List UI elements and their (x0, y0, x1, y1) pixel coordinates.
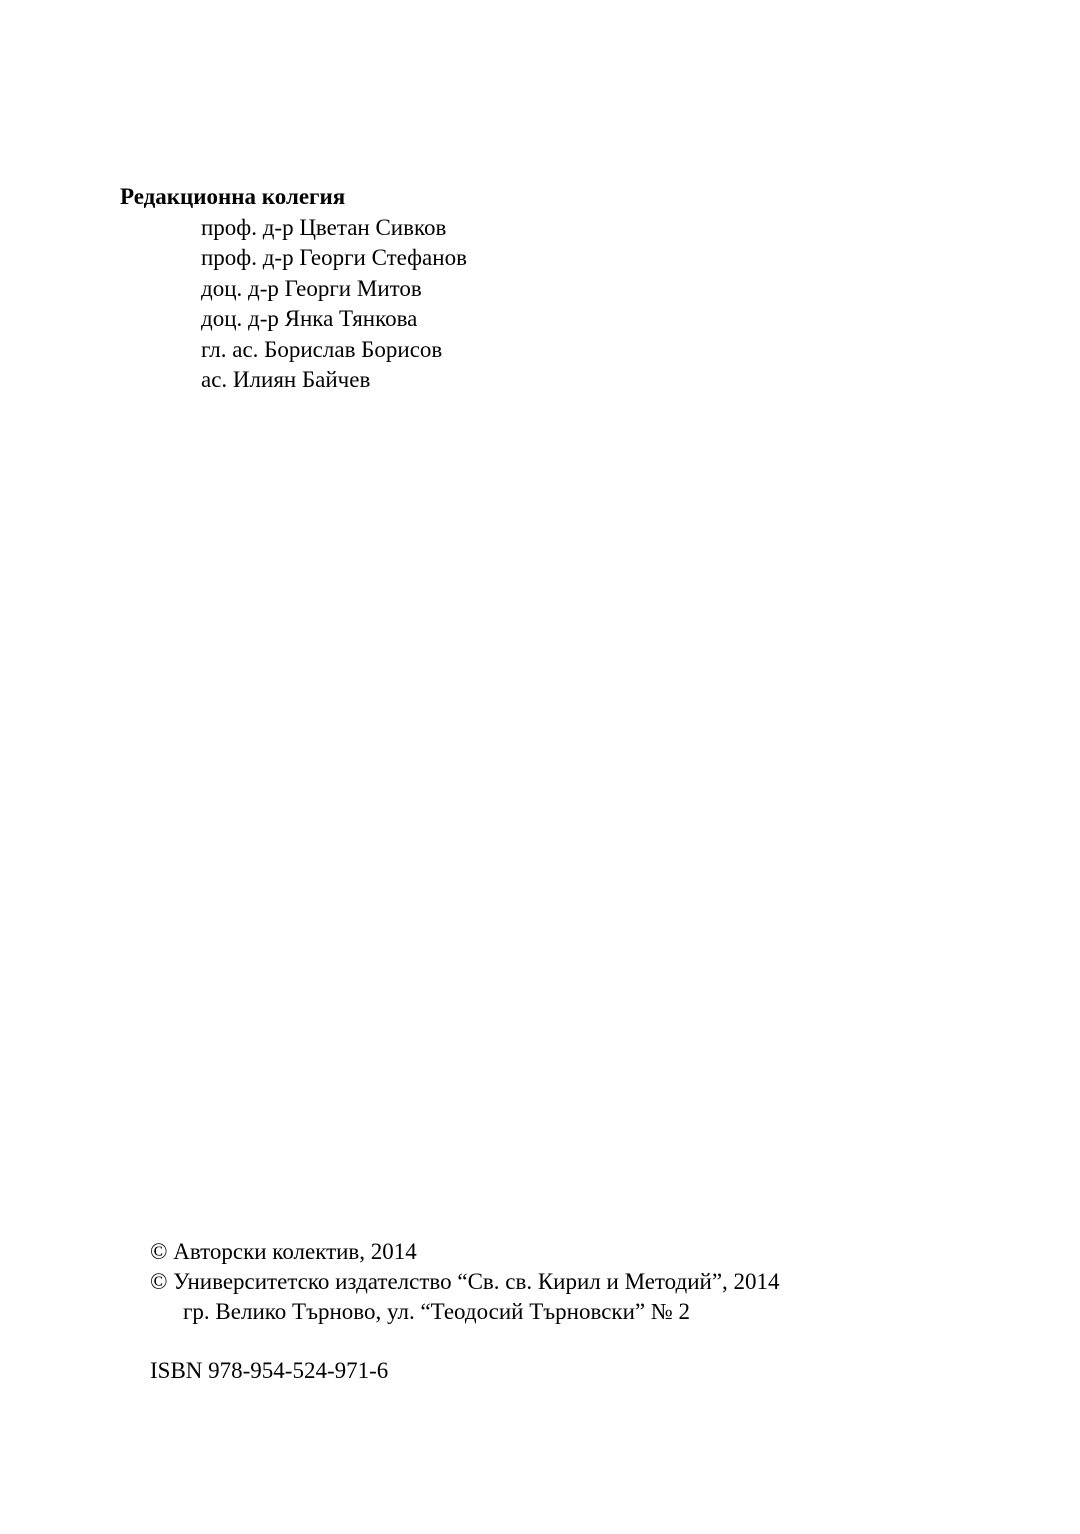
copyright-publisher: © Университетско издателство “Св. св. Кирил и Методий”, 2014 (150, 1269, 780, 1294)
board-member: ас. Илиян Байчев (201, 367, 371, 393)
copyright-block (150, 1237, 780, 1327)
board-member: проф. д-р Георги Стефанов (201, 245, 467, 271)
board-member: проф. д-р Цветан Сивков (201, 215, 447, 240)
board-member: доц. д-р Георги Митов (201, 275, 422, 301)
board-member: доц. д-р Янка Тянкова (201, 306, 418, 332)
editorial-board-list (201, 213, 467, 395)
isbn-number: ISBN 978-954-524-971-6 (150, 1358, 389, 1383)
board-member: гл. ас. Борислав Борисов (201, 336, 443, 362)
publisher-address: гр. Велико Търново, ул. “Теодосий Търновски” № 2 (183, 1299, 691, 1324)
copyright-authors: © Авторски колектив, 2014 (150, 1239, 417, 1264)
editorial-board-heading: Редакционна колегия (120, 184, 346, 209)
